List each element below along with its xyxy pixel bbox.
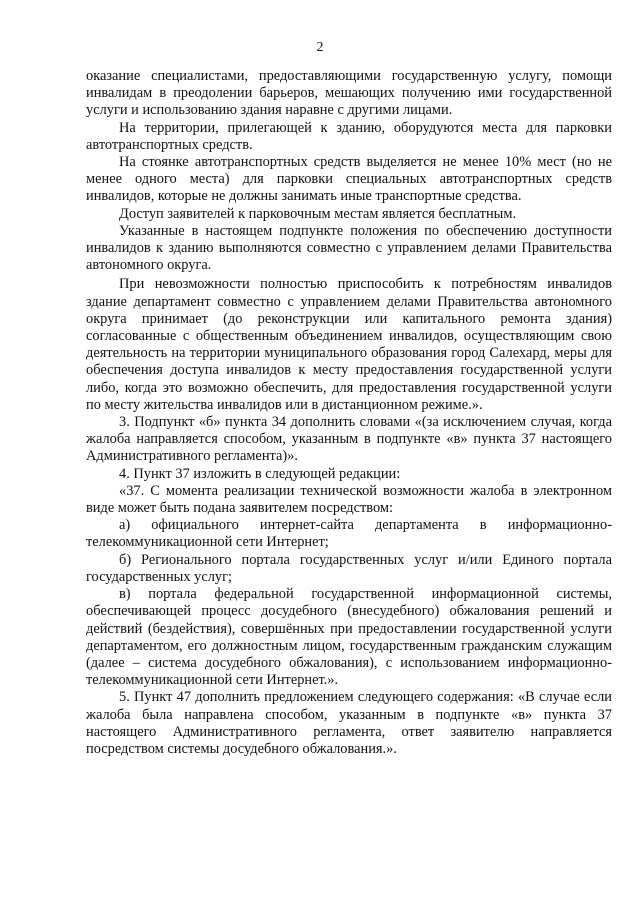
paragraph-subitem-v: в) портала федеральной государственной информационной системы, обеспечивающей процесс досудебного (внесудебного) обжалования решений и действий (бездействия), совершённых при предоставлении государственной услуги департаментом, его должностным лицом, государственным гражданским служащим (далее – система досудебного обжалования), с использованием информационно-телекоммуникационной сети Интернет.». xyxy=(86,586,612,689)
page-number: 2 xyxy=(316,40,324,55)
paragraph-accessibility-joint: Указанные в настоящем подпункте положения по обеспечению доступности инвалидов к зданию выполняются совместно с управлением делами Правительства автономного округа. xyxy=(86,222,612,274)
document-body xyxy=(86,68,612,758)
paragraph-subitem-b: б) Регионального портала государственных услуг и/или Единого портала государственных услуг; xyxy=(86,551,612,585)
paragraph-item-5: 5. Пункт 47 дополнить предложением следующего содержания: «В случае если жалоба была направлена способом, указанным в подпункте «в» пункта 37 настоящего Административного регламента, ответ заявителю направляется посредством системы досудебного обжалования.». xyxy=(86,689,612,757)
paragraph-parking-free: Доступ заявителей к парковочным местам является бесплатным. xyxy=(119,205,517,222)
paragraph-parking-territory: На территории, прилегающей к зданию, оборудуются места для парковки автотранспортных средств. xyxy=(86,119,612,153)
paragraph-item-3: 3. Подпункт «б» пункта 34 дополнить словами «(за исключением случая, когда жалоба направляется способом, указанным в подпункте «в» пункта 37 настоящего Административного регламента)». xyxy=(86,414,612,465)
paragraph-subitem-a: а) официального интернет-сайта департамента в информационно-телекоммуникационной сети Интернет; xyxy=(86,517,612,551)
paragraph-item-37: «37. С момента реализации технической возможности жалоба в электронном виде может быть подана заявителем посредством: xyxy=(86,482,612,517)
paragraph-item-4: 4. Пункт 37 изложить в следующей редакции: xyxy=(119,465,401,482)
paragraph-parking-quota: На стоянке автотранспортных средств выделяется не менее 10% мест (но не менее одного места) для парковки специальных автотранспортных средств инвалидов, которые не должны занимать иные транспортные средства. xyxy=(86,154,612,205)
paragraph-accessibility-measures: При невозможности полностью приспособить к потребностям инвалидов здание департамент совместно с управлением делами Правительства автономного округа принимает (до реконструкции или капитального ремонта здания) согласованные с общественным объединением инвалидов, осуществляющим свою деятельность на территории муниципального образования город Салехард, меры для обеспечения доступа инвалидов к месту предоставления государственной услуги либо, когда это возможно обеспечить, для предоставления государственной услуги по месту жительства инвалидов или в дистанционном режиме.». xyxy=(86,276,612,413)
paragraph-continuation: оказание специалистами, предоставляющими государственную услугу, помощи инвалидам в преодолении барьеров, мешающих получению ими государственной услуги и использованию здания наравне с другими лицами. xyxy=(86,68,612,119)
